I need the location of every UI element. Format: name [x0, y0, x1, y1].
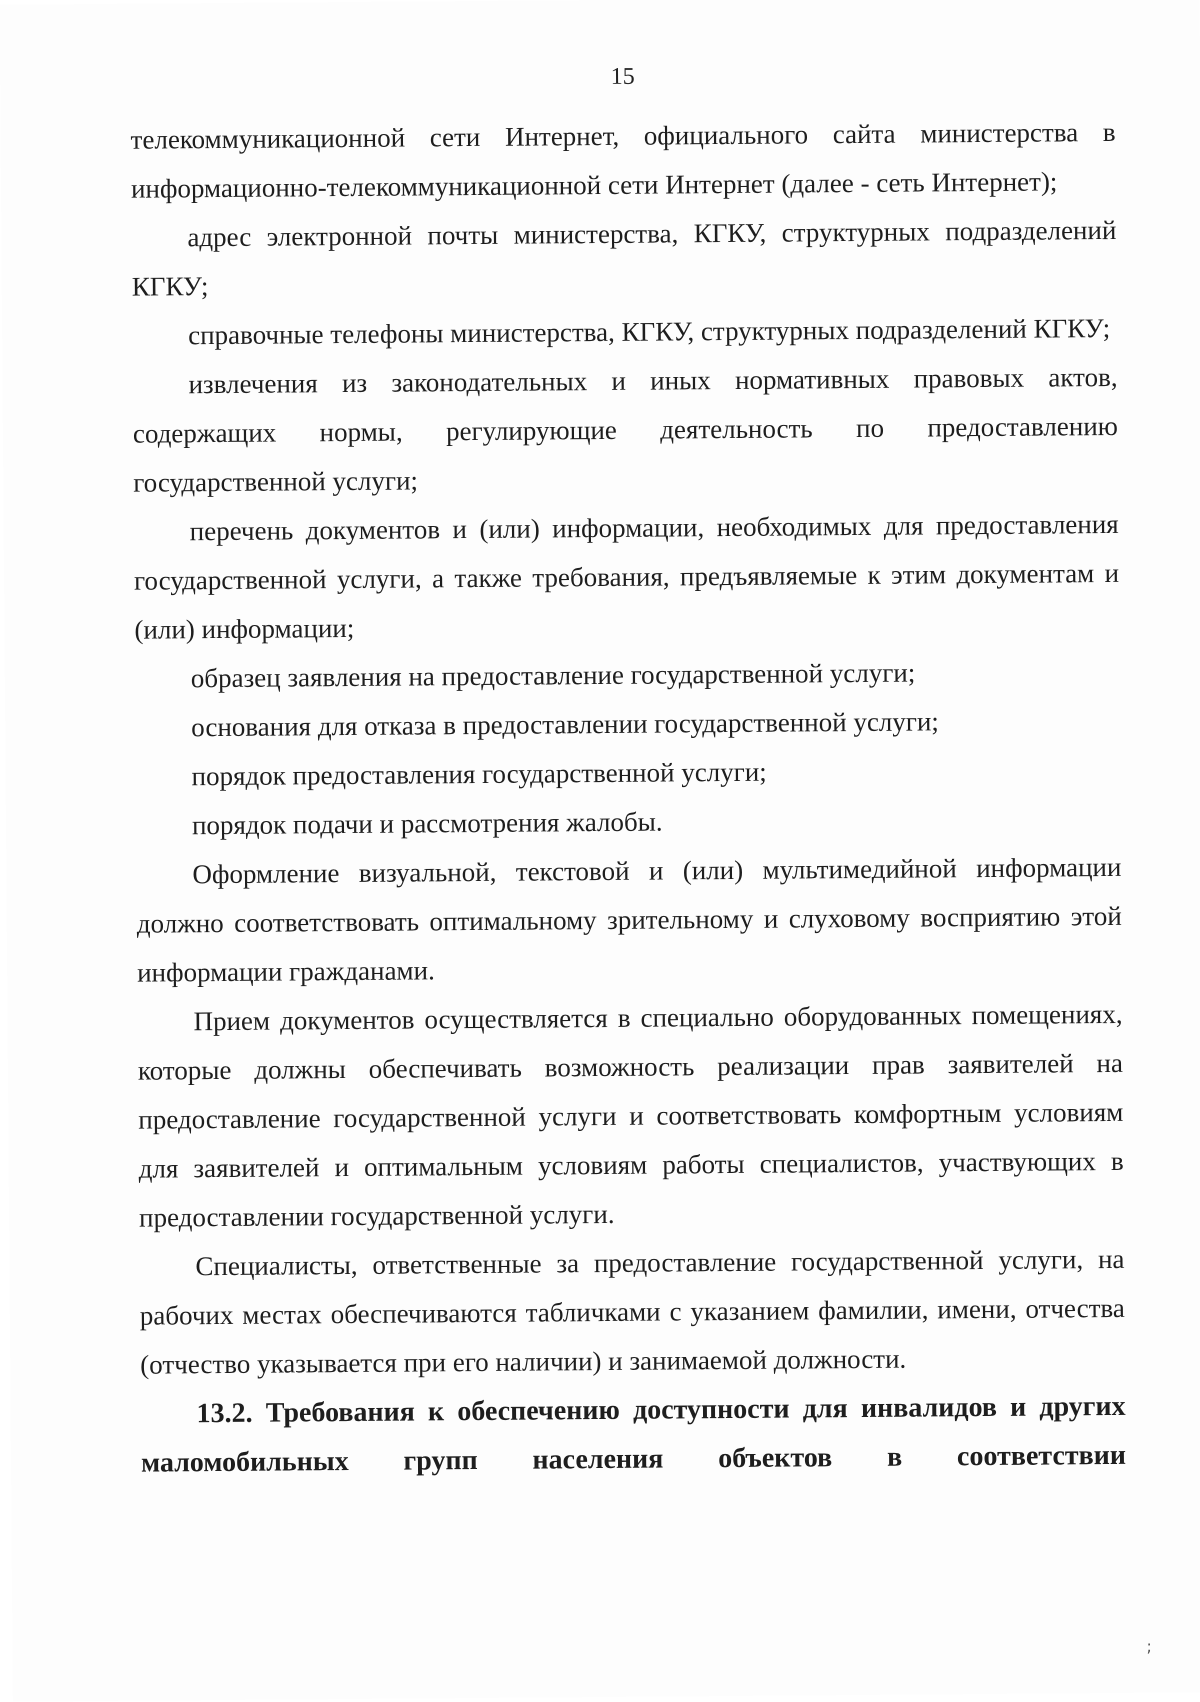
paragraph-application-sample: образец заявления на предоставление государственной услуги; [190, 657, 916, 694]
section-heading: 13.2. Требования к обеспечению доступности для инвалидов и других маломобильных групп населения объектов в соответствии [140, 1390, 1127, 1479]
paragraph-email: адрес электронной почты министерства, КГКУ, структурных подразделений КГКУ; [131, 214, 1117, 302]
page-number: 15 [610, 63, 635, 90]
paragraph-document-reception: Прием документов осуществляется в специально оборудованных помещениях, которые должны обеспечивать возможность реализации прав заявителей на предоставление государственной услуги и соответствовать комфортным условиям для заявителей и оптимальным условиям работы специалистов, участвующих в предоставлении государственной услуги. [137, 998, 1124, 1233]
paragraph-document-list: перечень документов и (или) информации, необходимых для предоставления государственной услуги, а также требования, предъявляемые к этим документам и (или) информации; [133, 508, 1120, 645]
paragraph-information-design: Оформление визуальной, текстовой и (или) мультимедийной информации должно соответствовать оптимальному зрительному и слуховому восприятию этой информации гражданами. [136, 851, 1122, 988]
paragraph-phones: справочные телефоны министерства, КГКУ, структурных подразделений КГКУ; [188, 313, 1111, 351]
paragraph-complaint-procedure: порядок подачи и рассмотрения жалобы. [191, 806, 663, 841]
paragraph-refusal-grounds: основания для отказа в предоставлении государственной услуги; [191, 706, 939, 743]
paragraph-specialists: Специалисты, ответственные за предоставление государственной услуги, на рабочих местах обеспечиваются табличками с указанием фамилии, имени, отчества (отчество указывается при его наличии) и занимаемой должности. [139, 1243, 1125, 1380]
paragraph-service-procedure: порядок предоставления государственной услуги; [191, 756, 767, 792]
document-body [130, 108, 1126, 1488]
paragraph-internet-continuation: телекоммуникационной сети Интернет, официального сайта министерства в информационно-телекоммуникационной сети Интернет (далее - сеть Интернет); [130, 116, 1116, 204]
corner-mark: ; [1146, 1636, 1152, 1656]
paragraph-legal-extracts: извлечения из законодательных и иных нормативных правовых актов, содержащих нормы, регулирующие деятельность по предоставлению государственной услуги; [132, 361, 1119, 498]
